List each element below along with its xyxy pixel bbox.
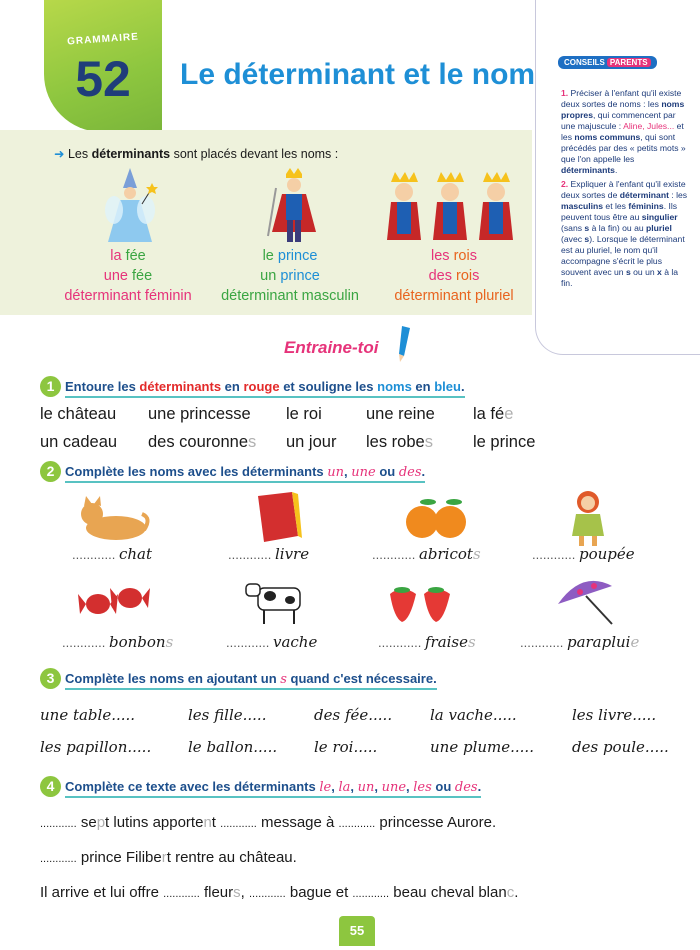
noun: poupée — [578, 545, 635, 563]
silent-letter: s — [233, 884, 241, 901]
txt: . Ils peuvent tous être au — [561, 201, 678, 222]
example-plural — [374, 246, 534, 306]
txt: un — [327, 465, 345, 480]
txt: : les — [668, 190, 688, 200]
umbrella-picture — [552, 570, 632, 630]
plural-item[interactable]: des poule..... — [572, 738, 669, 756]
txt: quand c'est nécessaire. — [286, 671, 437, 686]
example-label: déterminant féminin — [64, 288, 192, 304]
noun: fée — [132, 268, 153, 284]
txt: le roi — [286, 405, 322, 423]
intro-text — [54, 146, 338, 161]
answer-blank: ............ — [372, 547, 416, 562]
exercise-number: 4 — [40, 776, 61, 797]
txt: prince Filibe — [76, 849, 162, 866]
noun-blank[interactable] — [226, 633, 317, 651]
exercise-2-heading — [40, 461, 425, 482]
txt: une princesse — [148, 405, 251, 423]
instruction — [65, 779, 481, 798]
noun-blank[interactable] — [378, 633, 476, 651]
noun: prince — [277, 248, 318, 264]
txt: les — [413, 780, 432, 795]
word-item[interactable] — [473, 433, 535, 452]
noun-ending: s — [469, 248, 477, 264]
exercise-3-heading — [40, 668, 437, 689]
answer-blank[interactable]: ............ — [249, 888, 286, 900]
noun: vache — [272, 633, 318, 651]
txt: Entoure les — [65, 379, 140, 394]
determiner: une — [103, 268, 133, 284]
txt: et souligne les — [279, 379, 378, 394]
txt: des couronne — [148, 433, 248, 451]
intro-part: sont placés devant les noms : — [170, 147, 339, 161]
prince-picture — [254, 166, 334, 246]
exercise-4-heading — [40, 776, 481, 797]
txt: et les — [561, 121, 684, 142]
txt: noms propres — [561, 99, 685, 120]
txt: le — [319, 780, 332, 795]
answer-blank[interactable]: ............ — [40, 853, 77, 865]
txt: , — [344, 464, 352, 479]
txt: . — [477, 779, 482, 794]
noun: livre — [274, 545, 310, 563]
txt: , — [406, 779, 414, 794]
answer-blank: ............ — [72, 547, 116, 562]
plural-item[interactable]: une table..... — [40, 706, 136, 724]
noun-blank[interactable] — [228, 545, 309, 563]
plural-item[interactable]: les papillon..... — [40, 738, 152, 756]
example-line — [48, 266, 208, 286]
txt: (sans — [561, 223, 585, 233]
word-item[interactable] — [148, 405, 251, 424]
txt: s — [584, 223, 590, 233]
fairy-picture — [90, 166, 170, 246]
text-line-1 — [40, 814, 496, 831]
txt: bleu — [434, 379, 461, 394]
txt: (avec — [561, 234, 585, 244]
noun-blank[interactable] — [532, 545, 635, 563]
txt: s — [625, 267, 631, 277]
silent-letter: s — [424, 433, 433, 451]
word-item[interactable] — [366, 433, 433, 452]
intro-part: Les — [67, 147, 92, 161]
instruction — [65, 379, 465, 398]
page-number: 55 — [339, 916, 375, 946]
text-line-3 — [40, 884, 518, 901]
strawberries-picture — [380, 570, 460, 630]
txt: , — [240, 884, 249, 901]
intro-bold: déterminants — [91, 147, 171, 161]
advice-paragraph-1 — [561, 88, 691, 176]
silent-letter: s — [248, 433, 257, 451]
txt: singulier — [641, 212, 678, 222]
apricots-picture — [398, 488, 478, 548]
txt: princesse Aurore. — [375, 814, 497, 831]
answer-blank: ............ — [226, 635, 270, 650]
noun-blank[interactable] — [520, 633, 639, 651]
answer-blank: ............ — [520, 635, 564, 650]
txt: Complète les noms en ajoutant un — [65, 671, 281, 686]
candies-picture — [74, 570, 154, 630]
arrow-icon: ➜ — [54, 147, 65, 161]
silent-letter: e — [630, 633, 640, 651]
example-feminine — [48, 246, 208, 306]
noun: roi — [453, 248, 470, 264]
determiner: le — [262, 248, 278, 264]
answer-blank[interactable]: ............ — [352, 888, 390, 900]
exercise-number: 3 — [40, 668, 61, 689]
silent-letter: s — [468, 633, 476, 651]
txt: déterminants — [139, 379, 222, 394]
example-label: déterminant pluriel — [394, 288, 514, 304]
silent-letter: e — [504, 405, 514, 423]
txt: message à — [256, 814, 339, 831]
book-picture — [240, 488, 320, 548]
txt: . — [614, 165, 618, 175]
txt: une reine — [366, 405, 435, 423]
txt: Il arrive et lui offre — [40, 884, 164, 901]
answer-blank[interactable]: ............ — [40, 818, 77, 830]
noun: abricot — [418, 545, 473, 563]
silent-letter: r — [161, 849, 167, 866]
txt: Complète ce texte avec les déterminants — [65, 779, 320, 794]
word-item[interactable] — [366, 405, 435, 424]
txt: noms — [377, 379, 412, 394]
plural-item[interactable]: la vache..... — [430, 706, 517, 724]
advice-paragraph-2 — [561, 179, 691, 289]
txt: Expliquer à l'enfant qu'il existe deux sortes de — [561, 179, 686, 200]
txt: , — [374, 779, 382, 794]
txt: des — [398, 465, 422, 480]
para-num: 1. — [561, 88, 569, 98]
txt: en — [411, 379, 435, 394]
txt: un jour — [286, 433, 337, 451]
noun: fée — [125, 248, 146, 264]
answer-blank: ............ — [228, 547, 272, 562]
txt: déterminants — [561, 165, 615, 175]
txt: ). Lorsque le déterminant est au pluriel, le nom qu'il accompagne s'écrit le plus souvent avec un — [561, 234, 685, 277]
txt: la fé — [473, 405, 505, 423]
txt: t — [211, 814, 221, 831]
determiner: des — [428, 268, 457, 284]
txt: ou — [375, 464, 399, 479]
advice-badge — [558, 56, 657, 69]
txt: fleur — [199, 884, 234, 901]
word-item[interactable] — [286, 433, 336, 452]
word-item[interactable] — [473, 405, 513, 424]
determiner: la — [110, 248, 126, 264]
noun-ending: s — [472, 268, 480, 284]
txt: le château — [40, 405, 117, 423]
txt: , — [350, 779, 358, 794]
plural-item[interactable]: le ballon..... — [188, 738, 278, 756]
doll-picture — [548, 488, 628, 548]
word-item[interactable] — [148, 433, 256, 452]
noun-blank[interactable] — [62, 633, 173, 651]
lesson-number: 52 — [75, 51, 131, 107]
txt: un cadeau — [40, 433, 118, 451]
txt: rouge — [243, 379, 280, 394]
txt: beau cheval blan — [389, 884, 507, 901]
txt: masculins — [561, 201, 604, 211]
answer-blank[interactable]: ............ — [220, 818, 257, 830]
txt: Aline, Jules... — [623, 121, 675, 131]
answer-blank: ............ — [532, 547, 576, 562]
txt: le prince — [473, 433, 536, 451]
noun: roi — [456, 268, 473, 284]
example-line — [374, 246, 534, 266]
text-line-2 — [40, 849, 297, 866]
txt: une — [381, 780, 407, 795]
txt: à la fin) ou au — [589, 223, 647, 233]
noun: chat — [118, 545, 153, 563]
silent-letter: s — [472, 545, 481, 563]
answer-blank[interactable]: ............ — [338, 818, 376, 830]
txt: à la fin. — [561, 267, 679, 288]
plural-item[interactable]: les livre..... — [572, 706, 657, 724]
plural-item[interactable]: une plume..... — [430, 738, 534, 756]
txt: , — [331, 779, 339, 794]
noun: bonbon — [108, 633, 166, 651]
txt: bague et — [285, 884, 353, 901]
lesson-badge — [44, 0, 162, 132]
txt: et les — [603, 201, 629, 211]
txt: féminins — [628, 201, 664, 211]
noun-blank[interactable] — [72, 545, 152, 563]
txt: les robe — [366, 433, 425, 451]
example-masculine — [210, 246, 370, 306]
silent-letter: c — [506, 884, 515, 901]
exercise-number: 2 — [40, 461, 61, 482]
para-num: 2. — [561, 179, 569, 189]
txt: s — [584, 234, 590, 244]
noun: paraplui — [566, 633, 631, 651]
kings-picture — [385, 166, 520, 246]
txt: une — [351, 465, 376, 480]
example-line — [210, 266, 370, 286]
noun-blank[interactable] — [372, 545, 481, 563]
exercise-1-heading — [40, 376, 465, 397]
badge-word: CONSEILS — [564, 58, 605, 67]
txt: un — [357, 780, 375, 795]
plural-item[interactable]: les fille..... — [188, 706, 267, 724]
txt: noms communs — [574, 132, 641, 142]
txt: t lutins apporte — [105, 814, 204, 831]
txt: déterminant — [619, 190, 669, 200]
example-line — [374, 266, 534, 286]
advice-text — [561, 88, 691, 292]
txt: pluriel — [646, 223, 672, 233]
txt: x — [657, 267, 662, 277]
txt: , qui sont précédés par des « petits mots » que l'on appelle les — [561, 132, 686, 164]
answer-blank: ............ — [62, 635, 106, 650]
example-line — [48, 246, 208, 266]
txt: Complète les noms avec les déterminants — [65, 464, 328, 479]
noun: prince — [280, 268, 320, 284]
word-item[interactable] — [40, 405, 116, 424]
txt: ou un — [630, 267, 658, 277]
txt: en — [221, 379, 244, 394]
determiner: un — [260, 268, 281, 284]
exercise-number: 1 — [40, 376, 61, 397]
instruction — [65, 671, 437, 690]
badge-word: PARENTS — [607, 58, 651, 67]
txt: . — [421, 464, 426, 479]
cow-picture — [238, 570, 318, 630]
txt: ou — [431, 779, 455, 794]
txt: Préciser à l'enfant qu'il existe deux sortes de noms : les — [561, 88, 682, 109]
plural-item[interactable]: des fée..... — [314, 706, 393, 724]
word-item[interactable] — [40, 433, 117, 452]
txt: , qui commencent par une majuscule : — [561, 110, 676, 131]
txt: se — [76, 814, 97, 831]
page-title: Le déterminant et le nom — [180, 58, 536, 91]
txt: des — [454, 780, 478, 795]
plural-item[interactable]: le roi..... — [314, 738, 378, 756]
answer-blank: ............ — [378, 635, 422, 650]
silent-letter: p — [96, 814, 106, 831]
practice-title: Entraine-toi — [284, 338, 379, 357]
word-item[interactable] — [286, 405, 322, 424]
silent-letter: n — [203, 814, 212, 831]
txt: s — [280, 672, 287, 687]
txt: t rentre au château. — [166, 849, 297, 866]
txt: la — [338, 780, 351, 795]
example-label: déterminant masculin — [221, 288, 359, 304]
silent-letter: s — [165, 633, 174, 651]
pencil-icon — [396, 326, 412, 362]
answer-blank[interactable]: ............ — [163, 888, 200, 900]
cat-picture — [72, 488, 152, 548]
determiner: les — [431, 248, 454, 264]
example-line — [210, 246, 370, 266]
txt: . — [514, 884, 519, 901]
txt: . — [460, 379, 465, 394]
instruction — [65, 464, 425, 483]
section-kicker: GRAMMAIRE — [66, 31, 140, 48]
noun: fraise — [424, 633, 469, 651]
